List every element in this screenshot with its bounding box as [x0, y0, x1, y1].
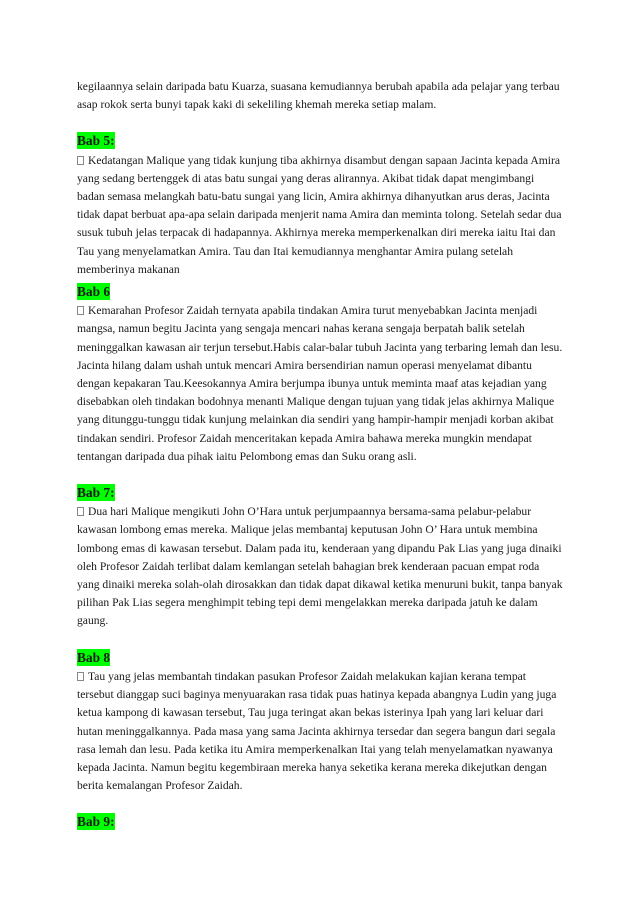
section-text: Kedatangan Malique yang tidak kunjung tiba akhirnya disambut dengan sapaan Jacinta kepada Amira yang sedang bertenggek di atas batu sungai yang deras alirannya. Akibat tidak dapat mengimbangi badan semasa melangkah batu-batu sungai yang licin, Amira akhirnya dihanyutkan arus deras, Jacinta tidak dapat berbuat apa-apa selain daripada menjerit nama Amira dan meminta tolong. Setelah sedar dua susuk tubuh jelas terpacak di hadapannya. Akhirnya mereka memperkenalkan diri mereka iaitu Itai dan Tau yang menyelamatkan Amira. Tau dan Itai kemudiannya menghantar Amira pulang setelah memberinya makanan	[77, 153, 562, 276]
section-text: Kemarahan Profesor Zaidah ternyata apabila tindakan Amira turut menyebabkan Jacinta menjadi mangsa, namun begitu Jacinta yang sengaja mencari nahas kerana sengaja berpatah balik setelah meninggalkan kawasan air terjun tersebut.Habis calar-balar tubuh Jacinta yang terbaring lemah dan lesu. Jacinta hilang dalam ushah untuk mencari Amira bersendirian namun operasi menyelamat dibantu dengan kepakaran Tau.Keesokannya Amira berjumpa ibunya untuk meminta maaf atas kejadian yang disebabkan oleh tindakan bodohnya menanti Malique dengan tujuan yang tidak jelas akhirnya Malique yang ditunggu-tunggu tidak kunjung melainkan dia sendiri yang hampir-hampir menjadi korban akibat tindakan sendiri. Profesor Zaidah menceritakan kepada Amira bahawa mereka mungkin mendapat tentangan daripada dua pihak iaitu Pelombong emas dan Suku orang asli.	[77, 304, 563, 463]
section-heading: Bab 5:	[77, 133, 115, 149]
section-paragraph	[77, 302, 563, 466]
section-bab-7	[77, 484, 563, 631]
section-heading: Bab 7:	[77, 485, 115, 501]
section-paragraph	[77, 152, 563, 279]
section-text: Tau yang jelas membantah tindakan pasukan Profesor Zaidah melakukan kajian kerana tempat tersebut dianggap suci baginya menyuarakan rasa tidak puas hatinya kepada abangnya Ludin yang juga ketua kampong di kawasan tersebut, Tau juga teringat akan bekas isterinya Ipah yang lari keluar dari hutan meninggalkannya. Pada masa yang sama Jacinta akhirnya tersedar dan segera bangun dari segala rasa lemah dan lesu. Pada ketika itu Amira memperkenalkan Itai yang telah menyelamatkan nyawanya kepada Jacinta. Namun begitu kegembiraan mereka hanya seketika kerana mereka dikejutkan dengan berita kemalangan Profesor Zaidah.	[77, 669, 557, 793]
intro-paragraph: kegilaannya selain daripada batu Kuarza, suasana kemudiannya berubah apabila ada pelajar yang terbau asap rokok serta bunyi tapak kaki di sekeliling khemah mereka setiap malam.	[77, 80, 560, 112]
section-bab-9	[77, 813, 563, 832]
document-page	[77, 78, 563, 833]
section-bab-8	[77, 649, 563, 796]
box-glyph-icon	[77, 672, 84, 681]
section-text: Dua hari Malique mengikuti John O’Hara untuk perjumpaannya bersama-sama pelabur-pelabur kawasan lombong emas mereka. Malique jelas membantaj keputusan John O’ Hara untuk membina lombong emas di kawasan tersebut. Dalam pada itu, kenderaan yang dipandu Pak Lias yang juga dinaiki oleh Profesor Zaidah terlibat dalam kemlangan setelah bahagian brek kenderaan pacuan empat roda yang dinaiki mereka solah-olah dirosakkan dan tidak dapat dikawal ketika menuruni bukit, tanpa banyak pilihan Pak Lias segera menghimpit tebing tepi demi mengelakkan mereka daripada jatuh ke dalam gaung.	[77, 505, 563, 628]
section-bab-6	[77, 283, 563, 466]
section-paragraph	[77, 503, 563, 630]
section-heading: Bab 6	[77, 284, 111, 300]
box-glyph-icon	[77, 306, 84, 315]
section-paragraph	[77, 668, 563, 795]
section-bab-5	[77, 132, 563, 279]
section-heading: Bab 9:	[77, 814, 115, 830]
section-heading: Bab 8	[77, 649, 111, 665]
box-glyph-icon	[77, 156, 84, 165]
box-glyph-icon	[77, 507, 84, 516]
